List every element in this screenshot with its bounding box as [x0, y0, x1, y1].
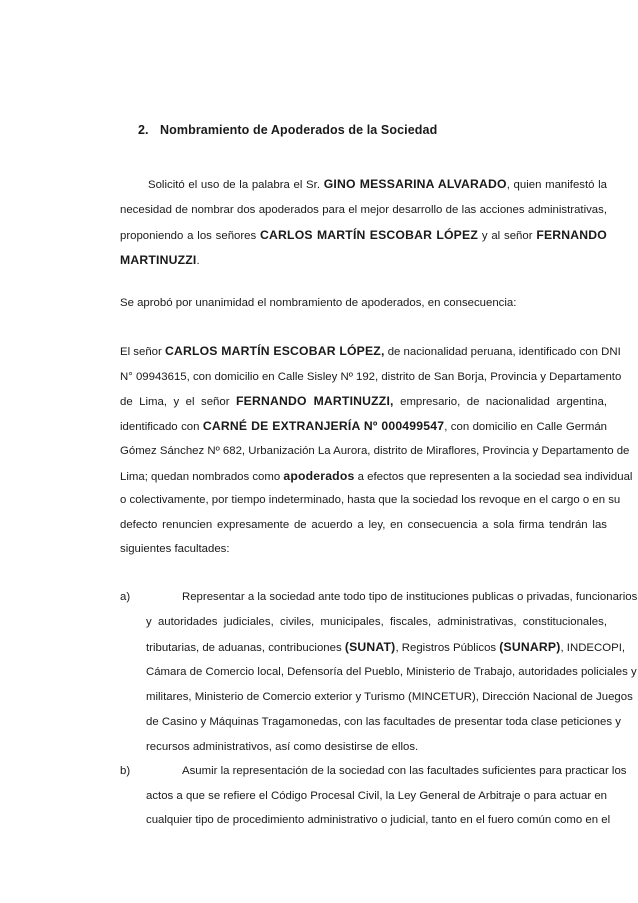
item-a-line-5: militares, Ministerio de Comercio exterior y Turismo (MINCETUR), Dirección Nacional de Juegos — [146, 691, 633, 703]
item-a-text: , Registros Públicos — [395, 642, 497, 654]
name-gino-messarina: GINO MESSARINA ALVARADO — [323, 177, 507, 191]
item-a-line-3 — [146, 640, 626, 655]
item-a-text: , INDECOPI, — [560, 642, 626, 654]
p1-line-2: necesidad de nombrar dos apoderados para el mejor desarrollo de las acciones administrativas, — [120, 204, 607, 216]
item-a-line-6: de Casino y Máquinas Tragamonedas, con las facultades de presentar toda clase peticiones y — [146, 716, 621, 728]
section-title: Nombramiento de Apoderados de la Sociedad — [160, 123, 438, 137]
p3-text: Lima; quedan nombrados como — [120, 471, 281, 483]
item-b-line-1: Asumir la representación de la sociedad con las facultades suficientes para practicar los — [182, 765, 627, 777]
p3-text: , con domicilio en Calle Germán — [444, 421, 607, 433]
item-a-label: a) — [120, 591, 131, 603]
name-carlos-escobar: CARLOS MARTÍN ESCOBAR LÓPEZ — [260, 228, 478, 242]
name-carlos-escobar: CARLOS MARTÍN ESCOBAR LÓPEZ, — [164, 344, 385, 358]
p3-line-8: defecto renuncien expresamente de acuerdo a ley, en consecuencia a sola firma tendrán las — [120, 519, 607, 531]
name-martinuzzi: MARTINUZZI — [120, 253, 197, 267]
p3-text: empresario, de nacionalidad argentina, — [400, 396, 607, 408]
p3-line-9: siguientes facultades: — [120, 543, 230, 555]
carne-extranjeria: CARNÉ DE EXTRANJERÍA Nº 000499547 — [202, 419, 445, 433]
p3-line-6 — [120, 469, 633, 484]
p3-text: a efectos que representen a la sociedad sea individual — [357, 471, 633, 483]
item-b-label: b) — [120, 765, 131, 777]
p3-text: de Lima, y el señor — [120, 396, 230, 408]
p3-line-5: Gómez Sánchez Nº 682, Urbanización La Aurora, distrito de Miraflores, Provincia y Departamento de — [120, 445, 630, 457]
item-b-line-2: actos a que se refiere el Código Procesal Civil, la Ley General de Arbitraje o para actuar en — [146, 790, 607, 802]
name-fernando: FERNANDO — [536, 228, 607, 242]
p1-text: Solicitó el uso de la palabra el Sr. — [148, 179, 320, 191]
sunat-emphasis: (SUNAT) — [344, 640, 396, 654]
item-a-text: tributarias, de aduanas, contribuciones — [146, 642, 342, 654]
p3-text: El señor — [120, 346, 162, 358]
p1-line-3 — [120, 228, 607, 243]
item-b-line-3: cualquier tipo de procedimiento administrativo o judicial, tanto en el fuero común como en el — [146, 814, 611, 826]
p3-text: de nacionalidad peruana, identificado con DNI — [387, 346, 621, 358]
p1-text: . — [196, 255, 200, 267]
p1-line-1 — [148, 177, 607, 192]
section-heading — [138, 123, 437, 137]
p1-text: y al señor — [481, 230, 533, 242]
p3-line-1 — [120, 344, 621, 359]
p1-line-4 — [120, 253, 200, 268]
p3-text: identificado con — [120, 421, 200, 433]
p3-line-3 — [120, 394, 607, 409]
p3-line-7: o colectivamente, por tiempo indeterminado, hasta que la sociedad los revoque en el cargo o en su — [120, 494, 621, 506]
p1-text: , quien manifestó la — [506, 179, 608, 191]
apoderados-emphasis: apoderados — [283, 469, 355, 483]
item-a-line-1: Representar a la sociedad ante todo tipo de instituciones publicas o privadas, funcionarios — [182, 591, 638, 603]
p1-text: proponiendo a los señores — [120, 230, 257, 242]
sunarp-emphasis: (SUNARP) — [499, 640, 561, 654]
section-number: 2. — [138, 123, 149, 137]
name-fernando-martinuzzi: FERNANDO MARTINUZZI, — [236, 394, 394, 408]
item-a-line-7: recursos administrativos, así como desistirse de ellos. — [146, 741, 419, 753]
item-a-line-2: y autoridades judiciales, civiles, municipales, fiscales, administrativas, constitucionales, — [146, 616, 607, 628]
p2-line-1: Se aprobó por unanimidad el nombramiento de apoderados, en consecuencia: — [120, 297, 517, 309]
p3-line-2: N° 09943615, con domicilio en Calle Sisley Nº 192, distrito de San Borja, Provincia y Departamento — [120, 371, 622, 383]
p3-line-4 — [120, 419, 607, 434]
item-a-line-4: Cámara de Comercio local, Defensoría del Pueblo, Ministerio de Trabajo, autoridades policiales y — [146, 666, 637, 678]
